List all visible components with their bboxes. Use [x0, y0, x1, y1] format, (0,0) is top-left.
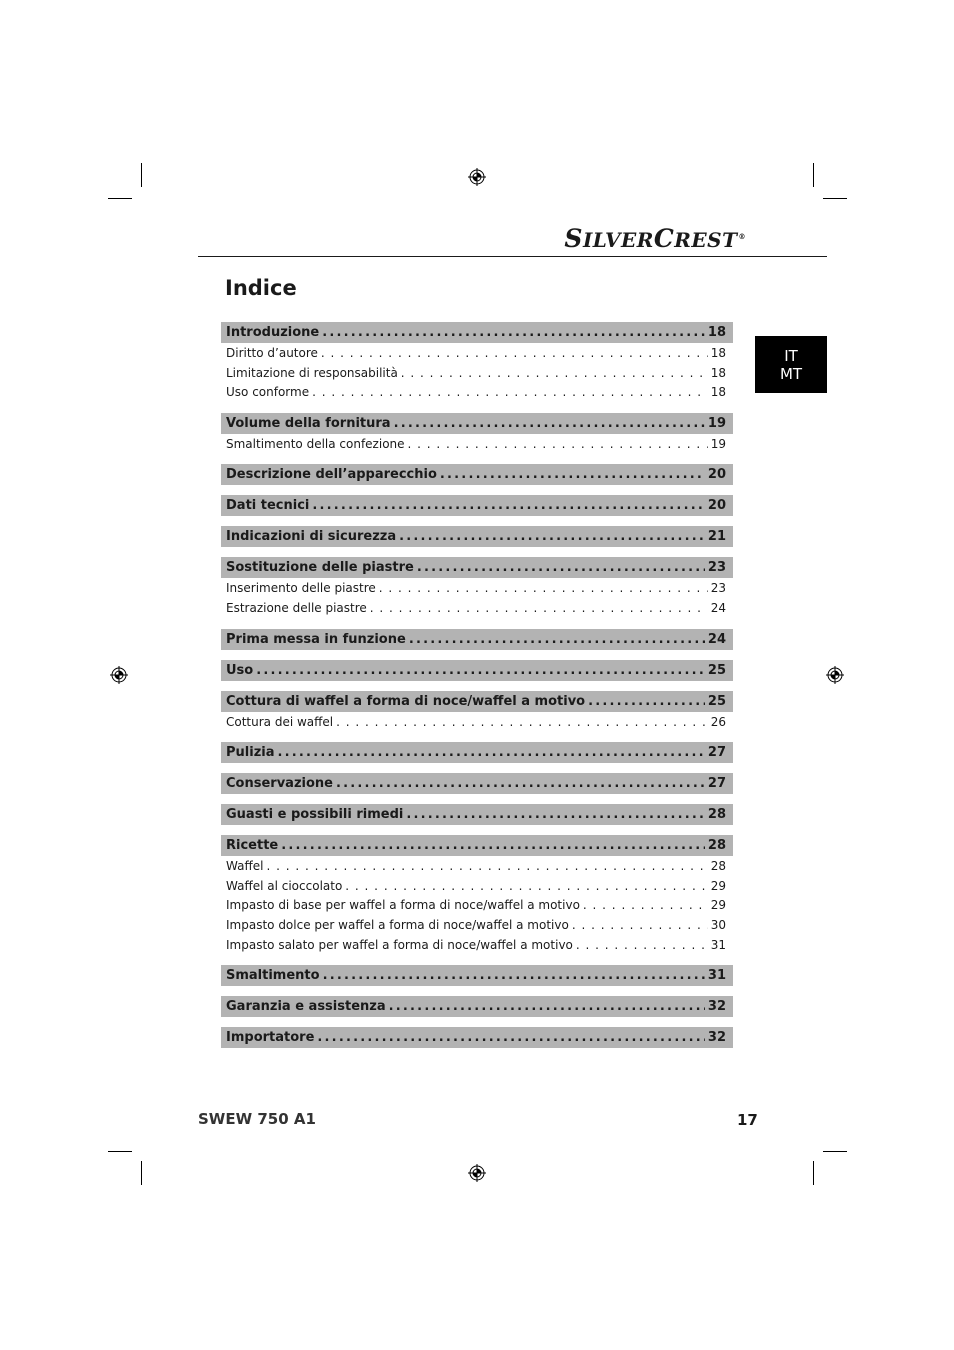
toc-subsection-title: Smaltimento della confezione: [226, 436, 405, 451]
registration-mark-icon: [826, 666, 844, 684]
toc-section[interactable]: [221, 526, 733, 547]
toc-section[interactable]: [221, 773, 733, 794]
toc-subsection-page: 18: [710, 346, 726, 360]
crop-mark: [108, 198, 132, 199]
crop-mark: [108, 1151, 132, 1152]
toc-section-page: 24: [707, 631, 726, 647]
toc-section-page: 27: [707, 776, 726, 792]
toc-section-title: Uso: [226, 662, 254, 678]
toc-subsection-page: 23: [710, 581, 726, 596]
toc-section[interactable]: [221, 322, 733, 343]
footer-model: SWEW 750 A1: [198, 1110, 316, 1128]
toc-subsection-page: 26: [710, 714, 726, 729]
crop-mark: [813, 163, 814, 187]
toc-subsection-list: [221, 434, 733, 455]
toc-subsection-page: 18: [710, 385, 726, 400]
registration-mark-icon: [468, 168, 486, 186]
table-of-contents: [221, 322, 733, 1048]
toc-section-title: Introduzione: [226, 325, 320, 340]
toc-section-page: 21: [707, 529, 726, 545]
toc-subsection-page: 29: [710, 878, 726, 893]
toc-subsection[interactable]: [221, 364, 733, 384]
toc-leader-dots: [409, 629, 705, 650]
toc-subsection-title: Limitazione di responsabilità: [226, 365, 398, 380]
toc-subsection-title: Waffel al cioccolato: [226, 878, 343, 893]
language-tab-line: IT: [784, 346, 798, 365]
toc-subsection-title: Waffel: [226, 859, 264, 874]
toc-subsection[interactable]: [221, 936, 733, 956]
toc-section-page: 19: [707, 415, 726, 431]
toc-subsection-list: [221, 712, 733, 733]
toc-section-page: 28: [707, 807, 726, 823]
toc-section[interactable]: [221, 965, 733, 986]
toc-section-page: 31: [707, 968, 726, 984]
toc-section-title: Volume della fornitura: [226, 415, 391, 431]
toc-section-title: Prima messa in funzione: [226, 631, 406, 647]
toc-subsection-page: 29: [710, 898, 726, 913]
toc-section[interactable]: [221, 557, 733, 578]
toc-subsection-title: Impasto di base per waffel a forma di noce/waffel a motivo: [226, 898, 580, 913]
toc-leader-dots: [406, 804, 705, 825]
registration-mark-icon: [110, 666, 128, 684]
toc-section-page: 28: [707, 838, 726, 854]
toc-section-page: 27: [707, 745, 726, 761]
toc-subsection[interactable]: [221, 713, 733, 733]
toc-leader-dots: [572, 916, 708, 936]
language-tab-line: MT: [779, 364, 803, 383]
toc-subsection-title: Impasto dolce per waffel a forma di noce/waffel a motivo: [226, 917, 569, 932]
toc-section-title: Smaltimento: [226, 968, 320, 984]
toc-subsection-page: 19: [710, 436, 726, 451]
toc-section-page: 25: [707, 693, 726, 709]
toc-section-page: 32: [707, 999, 726, 1015]
toc-leader-dots: [321, 344, 708, 364]
crop-mark: [141, 163, 142, 187]
language-tab: [755, 336, 827, 393]
toc-subsection-list: [221, 578, 733, 618]
toc-subsection-title: Cottura dei waffel: [226, 714, 334, 729]
toc-leader-dots: [278, 742, 705, 763]
toc-leader-dots: [394, 413, 705, 434]
toc-subsection-title: Uso conforme: [226, 385, 310, 400]
toc-subsection[interactable]: [221, 435, 733, 455]
toc-leader-dots: [312, 495, 705, 516]
toc-leader-dots: [588, 691, 705, 712]
crop-mark: [823, 198, 847, 199]
toc-section-title: Cottura di waffel a forma di noce/waffel a motivo: [226, 693, 586, 709]
toc-section[interactable]: [221, 835, 733, 856]
header-rule: [198, 256, 827, 257]
crop-mark: [813, 1161, 814, 1185]
toc-section[interactable]: [221, 742, 733, 763]
toc-leader-dots: [583, 896, 708, 916]
toc-subsection-title: Estrazione delle piastre: [226, 600, 367, 615]
toc-leader-dots: [266, 857, 707, 877]
toc-leader-dots: [576, 936, 708, 956]
toc-section-page: 23: [707, 560, 726, 576]
toc-subsection[interactable]: [221, 916, 733, 936]
toc-section-page: 25: [707, 662, 726, 678]
toc-subsection[interactable]: [221, 896, 733, 916]
toc-section-title: Indicazioni di sicurezza: [226, 529, 397, 545]
toc-section-title: Sostituzione delle piastre: [226, 560, 414, 576]
toc-section[interactable]: [221, 495, 733, 516]
toc-section-title: Garanzia e assistenza: [226, 999, 386, 1015]
footer-page-number: 17: [737, 1111, 758, 1129]
toc-subsection-title: Inserimento delle piastre: [226, 581, 376, 596]
toc-section-page: 32: [707, 1030, 726, 1046]
toc-leader-dots: [336, 773, 705, 794]
toc-leader-dots: [370, 599, 708, 619]
toc-leader-dots: [336, 713, 708, 733]
toc-subsection[interactable]: [221, 857, 733, 877]
toc-section-page: 20: [707, 467, 726, 483]
toc-leader-dots: [323, 965, 705, 986]
toc-section-title: Dati tecnici: [226, 498, 310, 514]
toc-subsection[interactable]: [221, 579, 733, 599]
toc-subsection[interactable]: [221, 599, 733, 619]
toc-section-title: Pulizia: [226, 745, 275, 761]
toc-leader-dots: [401, 364, 708, 384]
toc-section-title: Conservazione: [226, 776, 333, 792]
toc-leader-dots: [440, 464, 705, 485]
toc-leader-dots: [408, 435, 708, 455]
toc-leader-dots: [312, 383, 708, 403]
toc-section[interactable]: [221, 464, 733, 485]
toc-subsection-page: 24: [710, 600, 726, 615]
toc-subsection-page: 30: [710, 917, 726, 932]
toc-section[interactable]: [221, 660, 733, 681]
toc-leader-dots: [379, 579, 708, 599]
toc-leader-dots: [281, 835, 705, 856]
toc-leader-dots: [345, 877, 707, 897]
toc-subsection-page: 18: [710, 365, 726, 380]
toc-section-title: Descrizione dell’apparecchio: [226, 467, 437, 483]
toc-leader-dots: [399, 526, 705, 547]
toc-subsection-title: Diritto d’autore: [226, 346, 318, 360]
toc-section-title: Guasti e possibili rimedi: [226, 807, 404, 823]
toc-section[interactable]: [221, 996, 733, 1017]
toc-section[interactable]: [221, 804, 733, 825]
toc-section[interactable]: [221, 413, 733, 434]
toc-leader-dots: [256, 660, 705, 681]
toc-subsection[interactable]: [221, 344, 733, 364]
toc-section[interactable]: [221, 629, 733, 650]
toc-leader-dots: [317, 1027, 705, 1048]
toc-section-title: Importatore: [226, 1030, 315, 1046]
toc-leader-dots: [417, 557, 705, 578]
page-title: Indice: [225, 276, 297, 300]
toc-subsection-page: 31: [710, 937, 726, 952]
toc-subsection[interactable]: [221, 383, 733, 403]
crop-mark: [141, 1161, 142, 1185]
toc-leader-dots: [389, 996, 705, 1017]
brand-logo: SILVERCREST®: [564, 224, 746, 253]
toc-section-title: Ricette: [226, 838, 279, 854]
toc-section[interactable]: [221, 1027, 733, 1048]
toc-subsection-page: 28: [710, 859, 726, 874]
toc-section-page: 18: [707, 325, 726, 340]
crop-mark: [823, 1151, 847, 1152]
toc-subsection-list: [221, 856, 733, 955]
registration-mark-icon: [468, 1164, 486, 1182]
toc-section[interactable]: [221, 691, 733, 712]
toc-section-page: 20: [707, 498, 726, 514]
toc-leader-dots: [322, 322, 705, 343]
toc-subsection-title: Impasto salato per waffel a forma di noce/waffel a motivo: [226, 937, 573, 952]
toc-subsection-list: [221, 343, 733, 403]
toc-subsection[interactable]: [221, 877, 733, 897]
